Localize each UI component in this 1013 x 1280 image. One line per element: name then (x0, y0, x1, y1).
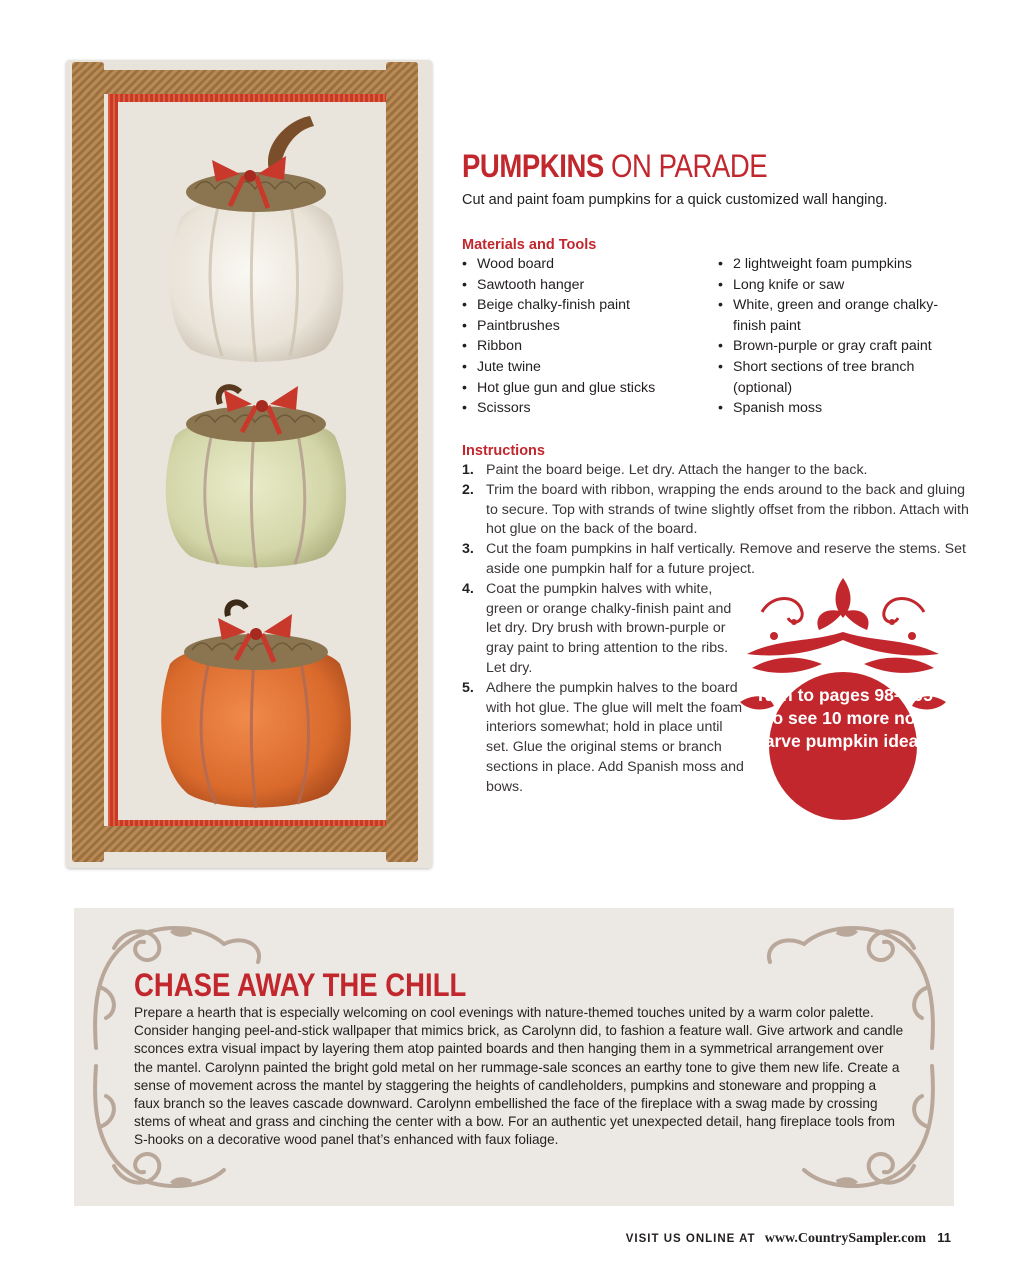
twine-bottom (72, 826, 418, 852)
step-number: 1. (462, 462, 474, 478)
footer-visit-label: VISIT US ONLINE AT (625, 1233, 756, 1245)
step-number: 4. (462, 580, 474, 597)
white-pumpkin (170, 116, 343, 362)
list-item: • Short sections of tree branch (optional) (718, 357, 954, 398)
list-item: • Brown-purple or gray craft paint (718, 336, 954, 357)
step-number: 2. (462, 481, 474, 498)
footer-website-link[interactable]: www.CountrySampler.com (764, 1231, 927, 1246)
callout-text: Turn to pages 98–105 to see 10 more no-carve pumpkin ideas. (755, 685, 933, 751)
list-item: • Spanish moss (718, 398, 954, 419)
step-text: Coat the pumpkin halves with white, green or orange chalky-finish paint and let dry. Dry brush with brown-purple or gray paint to bring attention to the ribs. Let dry. (486, 580, 732, 676)
list-item: • Beige chalky-finish paint (462, 295, 702, 316)
step-number: 5. (462, 679, 474, 696)
step-text: Adhere the pumpkin halves to the board with hot glue. The glue will melt the foam interiors somewhat; hold in place until set. Glue the original stems or branch sections in place. Add Spanish moss and bows. (486, 679, 744, 795)
list-item: • Jute twine (462, 357, 702, 378)
sidebar-title-bold: CHASE AWAY (134, 967, 315, 1003)
materials-list-right (718, 254, 954, 419)
page-number: 11 (937, 1230, 951, 1245)
list-item (462, 481, 974, 540)
twine-top (72, 70, 418, 94)
article-title (462, 146, 767, 186)
sidebar-body: Prepare a hearth that is especially welcoming on cool evenings with nature-themed touches united by a warm color palette. Consider hanging peel-and-stick wallpaper that mimics brick, as Carolynn did, to fashion a feature wall. Give artwork and candle sconces extra visual impact by layering them atop painted boards and then hanging them in a symmetrical arrangement over the mantel. Carolynn painted the bright gold metal on her rummage-sale sconces an earthy tone to give them new life. Create a sense of movement across the mantel by staggering the heights of candleholders, pumpkins and stoneware and propping a faux branch so the leaves cascade downward. Carolynn embellished the face of the fireplace with a swag made by crossing stems of wheat and grass and cinching the center with a bow. For an authentic yet unexpected detail, hang fireplace tools from S-hooks on a decorative wood panel that’s enhanced with faux foliage. (134, 1005, 904, 1148)
list-item (462, 679, 748, 798)
article-title-light: ON PARADE (611, 148, 768, 184)
sidebar-title-light: THE CHILL (322, 967, 467, 1003)
materials-heading: Materials and Tools (462, 237, 597, 253)
pumpkin-illustrations (120, 104, 390, 824)
instructions-heading: Instructions (462, 443, 545, 459)
list-item: • Ribbon (462, 336, 702, 357)
list-item: • White, green and orange chalky-finish paint (718, 295, 954, 336)
step-number: 3. (462, 541, 474, 558)
article-subtitle: Cut and paint foam pumpkins for a quick customized wall hanging. (462, 192, 888, 208)
list-item (462, 461, 966, 481)
twine-right (386, 62, 418, 862)
twine-left (72, 62, 104, 862)
list-item: • Hot glue gun and glue sticks (462, 378, 702, 399)
step-text: Trim the board with ribbon, wrapping the ends around to the back and gluing to secure. Top with strands of twine slightly offset from the ribbon. Attach with hot glue on the back of the board. (486, 481, 969, 538)
list-item: • Long knife or saw (718, 275, 954, 296)
list-item: • 2 lightweight foam pumpkins (718, 254, 954, 275)
green-pumpkin (166, 386, 346, 568)
list-item: • Paintbrushes (462, 316, 702, 337)
materials-list-left (462, 254, 702, 419)
step-text: Cut the foam pumpkins in half vertically. Remove and reserve the stems. Set aside one pumpkin half for a future project. (486, 541, 966, 577)
list-item: • Sawtooth hanger (462, 275, 702, 296)
orange-pumpkin (161, 602, 351, 808)
page-footer (626, 1230, 951, 1247)
list-item: • Scissors (462, 398, 702, 419)
step-text: Paint the board beige. Let dry. Attach the hanger to the back. (486, 462, 868, 478)
list-item: • Wood board (462, 254, 702, 275)
article-title-bold: PUMPKINS (462, 148, 604, 184)
sidebar-title (134, 965, 466, 1005)
list-item (462, 580, 748, 679)
